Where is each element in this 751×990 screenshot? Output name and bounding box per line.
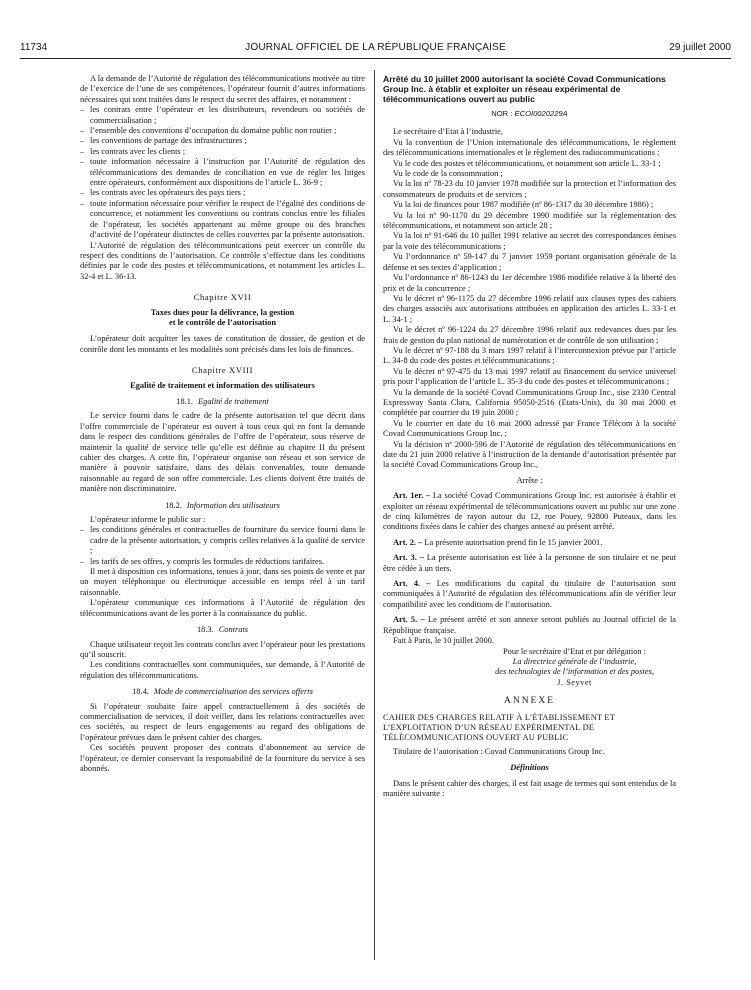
page-header (20, 42, 731, 58)
section-18-4-p1: Si l’opérateur souhaite faire appel contractuellement à des sociétés de commercialisation de services, il doit veiller, dans les relations contractuelles avec ces sociétés, au respect de leurs engagements au regard des obligations de l’opérateur prévues dans le présent cahier des charges. (80, 701, 365, 742)
section-18-2-list (80, 525, 365, 567)
vu-clause: Vu la loi nº 78-23 du 10 janvier 1978 modifiée sur la protection et l’information des consommateurs de produits et de services ; (383, 179, 676, 199)
decree-title: Arrêté du 10 juillet 2000 autorisant la société Covad Communications Group Inc. à établir et exploiter un réseau expérimental de télécommunications ouvert au public (383, 74, 666, 104)
article (383, 538, 676, 548)
vu-clause: Vu la convention de l’Union internationale des télécommunications, le règlement des télécommunications internationales et le règlement des radiocommunications ; (383, 137, 676, 158)
section-18-2-intro: L’opérateur informe le public sur : (90, 515, 206, 525)
vu-clause: Vu le courrier en date du 16 mai 2000 adressé par France Télécom à la société Covad Communications Group Inc. ; (383, 418, 676, 439)
article-text: La présente autorisation prend fin le 15 janvier 2001. (424, 537, 603, 547)
chapter-17-label: Chapitre XVII (193, 292, 252, 303)
signature-block (473, 647, 676, 689)
list-item: – toute information nécessaire pour vérifier le respect de l’égalité des conditions de concurrence, et notamment les conventions ou contrats conclus entre les filiales de l’opérateur, les sociétés appartenant au même groupe ou des branches d’activité de l’opérateur distinctes de celles couvertes par la présente autorisation. (80, 199, 365, 241)
left-column (80, 74, 365, 774)
chapter-17-text: L’opérateur doit acquitter les taxes de constitution de dossier, de gestion et de contrôle dont les montants et les modalités sont précisés dans les lois de finances. (80, 334, 365, 354)
vu-clause: Vu la loi de finances pour 1987 modifiée (nº 86-1317 du 30 décembre 1986) ; (393, 200, 654, 210)
annex-heading: ANNEXE (503, 696, 556, 707)
article-label: Art. 3. – (393, 553, 424, 563)
vu-clause: Vu le code des postes et télécommunications, et notamment son article L. 33-1 ; (393, 158, 661, 168)
article (383, 579, 676, 610)
issue-date: 29 juillet 2000 (669, 42, 731, 53)
vu-clause: Vu la demande de la société Covad Communications Group Inc., sise 2330 Central Expressway Santa Clara, California 95050-2516 (Etats-Unis), du 30 mai 2000 et complétée par courrier du 19 juin 2000 ; (383, 387, 676, 418)
vu-clause: Vu le décret nº 96-1175 du 27 décembre 1996 relatif aux clauses types des cahiers des charges associés aux autorisations attribuées en application des articles L. 33-1 et L. 34-1 ; (383, 293, 676, 324)
section-18-4-p2: Ces sociétés peuvent proposer des contrats d’abonnement au service de l’opérateur, ce dernier conservant la responsabilité de la fourniture du service à ses abonnés. (80, 743, 365, 773)
vu-clause: Vu le décret nº 97-188 du 3 mars 1997 relatif à l’interconnexion prévue par l’article L. 34-8 du code des postes et télécommunications ; (383, 345, 676, 366)
list-item: – les conditions générales et contractuelles de fourniture du service fourni dans le cadre de la présente autorisation, y compris celles relatives à la qualité de service ; (80, 525, 365, 556)
section-number: 18.4. (132, 687, 149, 697)
vu-clause: Vu la loi nº 90-1170 du 29 décembre 1990 modifiée sur la réglementation des télécommunications, et notamment son article 28 ; (383, 210, 676, 231)
intro-paragraph: A la demande de l’Autorité de régulation des télécommunications motivée au titre de l’exercice de l’une de ses compétences, l’opérateur fournit d’autres informations nécessaires qui sont traitées dans le respect du secret des affaires, et notamment : (80, 74, 365, 104)
signature-line: La directrice générale de l’industrie, (512, 656, 637, 666)
article-label: Art. 5. – (393, 615, 425, 625)
section-18-2-heading (80, 501, 365, 511)
article-text: Les modifications du capital du titulaire de l’autorisation sont communiquées à l’Autorité de régulation des télécommunications afin de vérifier leur compatibilité avec les conditions de l’autorisation. (383, 579, 676, 609)
vu-clause: Vu la loi nº 91-646 du 10 juillet 1991 relative au secret des correspondances émises par la voie des télécommunications ; (383, 231, 676, 251)
list-item: – les contrats avec les clients ; (80, 147, 365, 157)
list-item: – les contrats entre l’opérateur et les distributeurs, revendeurs ou sociétés de commercialisation ; (80, 105, 365, 126)
list-item: – les contrats avec les opérateurs des pays tiers ; (80, 188, 365, 198)
section-title: Information des utilisateurs (186, 500, 280, 510)
page-number: 11734 (20, 42, 48, 53)
chapter-17-title-line: et le contrôle de l’autorisation (169, 317, 276, 327)
vu-clause: Vu la décision nº 2000-596 de l’Autorité de régulation des télécommunications en date du 21 juin 2000 relative à l’instruction de la demande d’autorisation présentée par la société Covad Communications Group Inc., (383, 439, 676, 470)
section-18-1-text: Le service fourni dans le cadre de la présente autorisation tel que décrit dans l’offre commerciale de l’opérateur est ouvert à tous ceux qui en font la demande dans le respect des conditions générales de l’offre de l’opérateur, sous réserve de maintenir la qualité de service telle qu’elle est définie au chapitre II du présent cahier des charges. A cette fin, l’opérateur organise son réseau et son service de manière à pouvoir satisfaire, dans des délais convenables, toute demande raisonnable au regard de son offre commerciale. Les clients doivent être traités de manière non discriminatoire. (80, 411, 365, 494)
vu-clause: Vu le décret nº 96-1224 du 27 décembre 1996 relatif aux redevances dues par les frais de gestion du plan national de numérotation et de contrôle de son utilisation ; (383, 325, 676, 345)
journal-title: JOURNAL OFFICIEL DE LA RÉPUBLIQUE FRANÇAISE (245, 42, 506, 53)
article (383, 553, 676, 574)
right-column (383, 74, 676, 799)
vu-clause: Vu l’ordonnance nº 59-147 du 7 janvier 1959 portant organisation générale de la défense et ses textes d’application ; (383, 252, 676, 272)
section-18-4-heading (80, 687, 365, 697)
vu-clause: Vu le code de la consommation ; (393, 169, 503, 179)
section-number: 18.3. (196, 625, 214, 635)
list-item: – les conventions de partage des infrastructures ; (80, 136, 365, 146)
column-divider (374, 70, 375, 960)
cahier-title: CAHIER DES CHARGES RELATIF À L’ÉTABLISSEMENT ET L’EXPLOITATION D’UN RÉSEAU EXPÉRIMENTAL DE TÉLÉCOMMUNICATIONS OUVERT AU PUBLIC (383, 712, 615, 743)
secretary-line: Le secrétaire d’Etat à l’industrie, (393, 127, 503, 137)
list-item: – toute information nécessaire à l’instruction par l’Autorité de régulation des télécommunications des demandes de conciliation en vue de régler les litiges entre opérateurs, conformément aux dispositions de l’article L. 36-9 ; (80, 157, 365, 188)
definitions-text: Dans le présent cahier des charges, il est fait usage de termes qui sont entendus de la manière suivante : (383, 778, 676, 798)
vu-clause: Vu l’ordonnance nº 86-1243 du 1er décembre 1986 modifiée relative à la liberté des prix et de la concurrence ; (383, 273, 676, 293)
section-number: 18.2. (165, 500, 182, 510)
section-title: Egalité de traitement (198, 396, 269, 406)
definitions-heading: Définitions (510, 763, 549, 773)
arrete-label: Arrête : (516, 475, 543, 485)
article-label: Art. 4. – (393, 579, 431, 589)
intro-list (80, 105, 365, 240)
article-text: Le présent arrêté et son annexe seront publiés au Journal officiel de la République française. (383, 615, 676, 635)
signatory-name: J. Seyvet (557, 677, 592, 687)
nor-reference (383, 109, 676, 119)
chapter-18-title: Egalité de traitement et information des utilisateurs (130, 380, 315, 390)
article-text: La présente autorisation est liée à la personne de son titulaire et ne peut être cédée à un tiers. (383, 553, 676, 573)
section-title: Mode de commercialisation des services offerts (153, 687, 313, 697)
vu-clause: Vu le décret nº 97-475 du 13 mai 1997 relatif au financement du service universel pris pour l’application de l’article L. 35-3 du code des postes et télécommunications ; (383, 366, 676, 387)
article-text: La société Covad Communications Group Inc. est autorisée à établir et exploiter un réseau expérimental de télécommunications ouvert au public sur une zone de cinq kilomètres de rayon autour du 12, rue Pouey, 92800 Puteaux, dans les conditions fixées dans le cahier des charges annexé au présent arrêté. (383, 491, 677, 532)
section-number: 18.1. (176, 396, 194, 406)
section-18-2-p3: L’opérateur communique ces informations à l’Autorité de régulation des télécommunications avant de les porter à la connaissance du public. (80, 598, 365, 618)
signature-line: Pour le secrétaire d’Etat et par délégation : (502, 646, 646, 656)
section-18-1-heading (80, 397, 365, 407)
section-18-3-p2: Les conditions contractuelles sont communiquées, sur demande, à l’Autorité de régulation des télécommunications. (80, 660, 365, 680)
section-title: Contrats (218, 625, 249, 635)
control-paragraph: L’Autorité de régulation des télécommunications peut exercer un contrôle du respect des conditions de l’autorisation. Ce contrôle s’effectue dans les conditions définies par le code des postes et télécommunications, et notamment les articles L. 32-4 et L. 36-13. (80, 240, 365, 281)
list-item: – l’ensemble des conventions d’occupation du domaine public non routier ; (80, 126, 365, 136)
list-item: – les tarifs de ses offres, y compris les formules de réductions tarifaires. (80, 557, 365, 567)
section-18-3-heading (80, 625, 365, 635)
section-18-3-p1: Chaque utilisateur reçoit les contrats conclus avec l’opérateur pour les prestations qu’il souscrit. (80, 639, 365, 659)
section-18-2-p2: Il met à disposition ces informations, tenues à jour, dans ses points de vente et par un moyen téléphonique ou électronique accessible en temps réel à un tarif raisonnable. (80, 567, 365, 597)
titulaire-line: Titulaire de l’autorisation : Covad Communications Group Inc. (393, 746, 605, 756)
article-label: Art. 1er. – (393, 491, 431, 501)
signature-line: des technologies de l’information et des postes, (495, 667, 654, 677)
chapter-17-title-line: Taxes dues pour la délivrance, la gestion (150, 307, 295, 317)
article (383, 615, 676, 636)
article (383, 491, 676, 533)
chapter-17-title (80, 308, 365, 329)
header-rule (20, 58, 731, 59)
nor-code: ECOI0020229A (514, 109, 568, 118)
chapter-18-label: Chapitre XVIII (191, 365, 254, 376)
done-at-line: Fait à Paris, le 10 juillet 2000. (393, 636, 494, 646)
article-label: Art. 2. – (393, 537, 423, 547)
nor-label: NOR : (491, 109, 513, 118)
